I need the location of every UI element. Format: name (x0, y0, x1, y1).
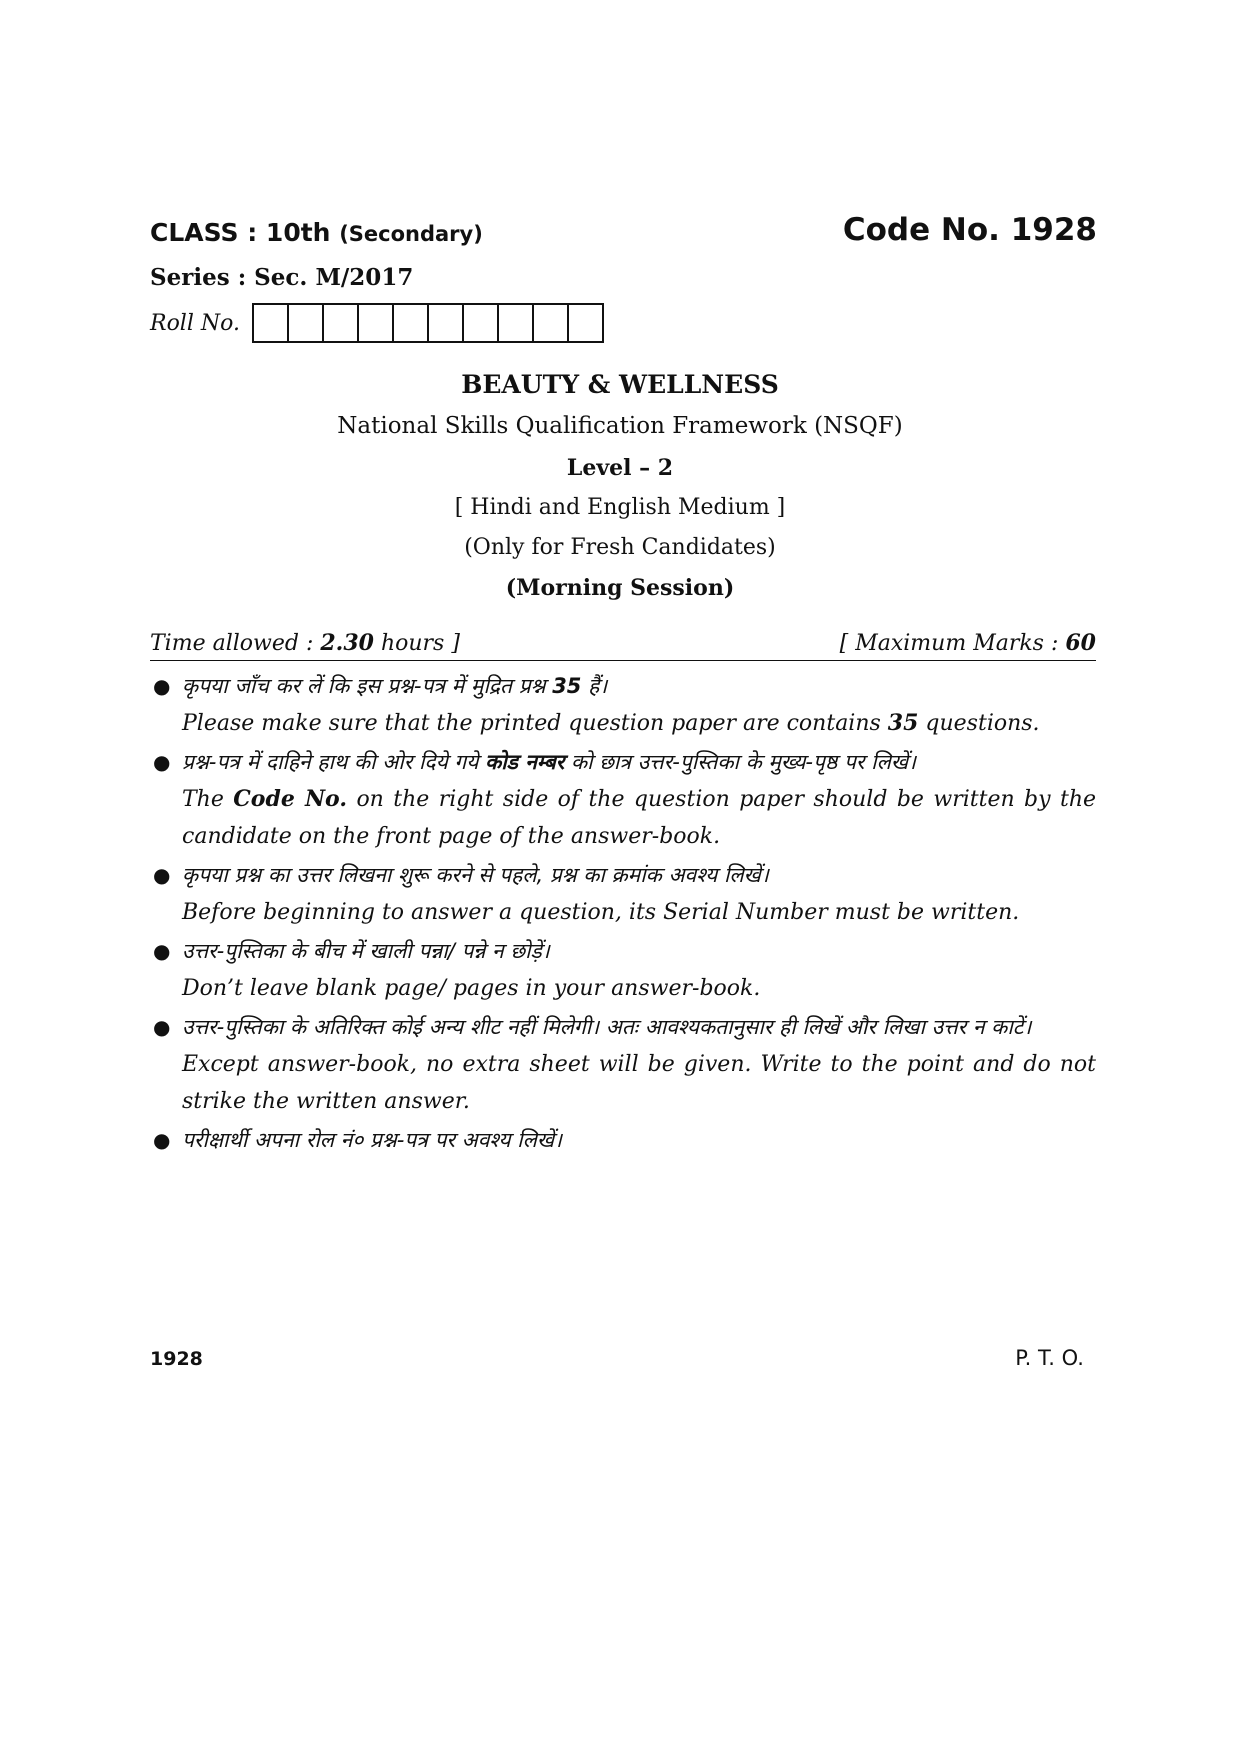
instructions-list (150, 668, 1096, 1161)
instruction-item (150, 1009, 1096, 1120)
instruction-hindi: कृपया जाँच कर लें कि इस प्रश्न-पत्र में मुद्रित प्रश्न 35 हैं। (182, 674, 608, 698)
roll-digit-box[interactable] (394, 305, 429, 341)
instruction-hindi: उत्तर-पुस्तिका के अतिरिक्त कोई अन्य शीट नहीं मिलेगी। अतः आवश्यकतानुसार ही लिखें और लिखा उत्तर न काटें। (182, 1015, 1032, 1039)
footer-pto: P. T. O. (1015, 1346, 1084, 1370)
roll-digit-box[interactable] (464, 305, 499, 341)
roll-digit-box[interactable] (569, 305, 602, 341)
roll-digit-box[interactable] (499, 305, 534, 341)
instruction-english: Except answer-book, no extra sheet will be given. Write to the point and do not strike the written answer. (182, 1052, 1096, 1114)
instruction-english: Before beginning to answer a question, its Serial Number must be written. (182, 900, 1020, 925)
maximum-marks (840, 630, 1096, 656)
class-label (150, 218, 483, 247)
roll-digit-box[interactable] (534, 305, 569, 341)
class-level-text: (Secondary) (339, 222, 483, 246)
roll-number-label: Roll No. (150, 310, 240, 336)
paper-level: Level – 2 (566, 455, 674, 481)
time-value: 2.30 (320, 630, 374, 656)
roll-digit-box[interactable] (359, 305, 394, 341)
instruction-hindi: प्रश्न-पत्र में दाहिने हाथ की ओर दिये गये कोड नम्बर को छात्र उत्तर-पुस्तिका के मुख्य-पृष्ठ पर लिखें। (182, 750, 916, 774)
roll-digit-box[interactable] (429, 305, 464, 341)
instruction-item (150, 668, 1096, 742)
instruction-hindi: कृपया प्रश्न का उत्तर लिखना शुरू करने से पहले, प्रश्न का क्रमांक अवश्य लिखें। (182, 863, 769, 887)
time-allowed (150, 630, 460, 656)
session-label: (Morning Session) (505, 575, 735, 601)
bullet-icon: ● (153, 863, 171, 887)
marks-label: [ Maximum Marks : (839, 631, 1066, 656)
bullet-icon: ● (153, 1128, 171, 1152)
bullet-icon: ● (153, 750, 171, 774)
instruction-english: Don’t leave blank page/ pages in your answer-book. (182, 976, 761, 1001)
roll-digit-box[interactable] (289, 305, 324, 341)
instruction-english: Please make sure that the printed question paper are contains 35 questions. (182, 710, 1040, 736)
paper-subtitle: National Skills Qualification Framework (NSQF) (337, 413, 903, 439)
paper-medium: [ Hindi and English Medium ] (454, 495, 786, 520)
instruction-item (150, 1122, 1096, 1159)
marks-value: 60 (1065, 630, 1096, 656)
code-number: Code No. 1928 (842, 212, 1097, 248)
instruction-hindi: परीक्षार्थी अपना रोल नं० प्रश्न-पत्र पर अवश्य लिखें। (182, 1128, 562, 1152)
instruction-item (150, 933, 1096, 1007)
time-unit: hours ] (373, 631, 460, 656)
roll-number-boxes[interactable] (252, 303, 604, 343)
series-label: Series : Sec. M/2017 (150, 264, 414, 291)
instruction-item (150, 744, 1096, 855)
time-label: Time allowed : (150, 631, 321, 656)
class-text: CLASS : 10th (150, 218, 331, 247)
time-marks-row (150, 630, 1096, 661)
candidates-note: (Only for Fresh Candidates) (464, 535, 776, 560)
paper-title: BEAUTY & WELLNESS (461, 370, 779, 399)
bullet-icon: ● (153, 674, 171, 698)
roll-digit-box[interactable] (254, 305, 289, 341)
bullet-icon: ● (153, 939, 171, 963)
instruction-english: The Code No. on the right side of the question paper should be written by the candidate on the front page of the answer-book. (182, 786, 1097, 849)
roll-number-row (150, 303, 604, 343)
instruction-item (150, 857, 1096, 931)
instruction-hindi: उत्तर-पुस्तिका के बीच में खाली पन्ना/ पन्ने न छोड़ें। (182, 939, 550, 963)
footer-code: 1928 (150, 1348, 203, 1370)
roll-digit-box[interactable] (324, 305, 359, 341)
bullet-icon: ● (153, 1015, 171, 1039)
